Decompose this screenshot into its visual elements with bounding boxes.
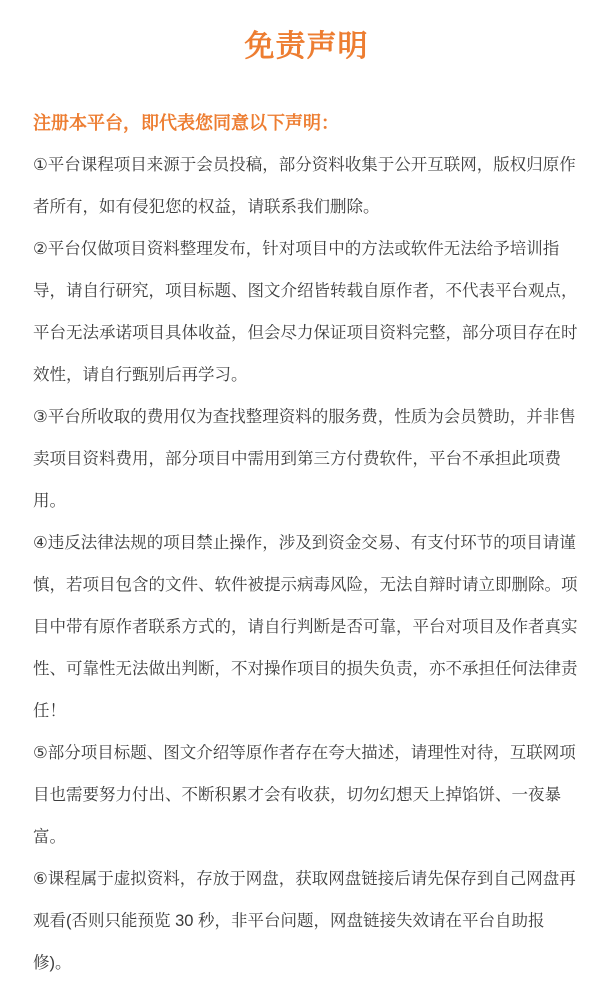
disclaimer-clause-4: ④违反法律法规的项目禁止操作，涉及到资金交易、有支付环节的项目请谨慎，若项目包含的文件、软件被提示病毒风险，无法自辩时请立即删除。项目中带有原作者联系方式的，请自行判断是否可靠，平台对项目及作者真实性、可靠性无法做出判断，不对操作项目的损失负责，亦不承担任何法律责任！ — [33, 534, 578, 720]
page-title: 免责声明 — [244, 30, 369, 63]
disclaimer-clause-6: ⑥课程属于虚拟资料，存放于网盘，获取网盘链接后请先保存到自己网盘再观看(否则只能预览 30 秒，非平台问题，网盘链接失效请在平台自助报修)。 — [33, 870, 576, 972]
disclaimer-clause-1: ①平台课程项目来源于会员投稿，部分资料收集于公开互联网，版权归原作者所有，如有侵犯您的权益，请联系我们删除。 — [33, 156, 576, 216]
intro-statement: 注册本平台，即代表您同意以下声明： — [33, 113, 339, 133]
disclaimer-clause-2: ②平台仅做项目资料整理发布，针对项目中的方法或软件无法给予培训指导，请自行研究，项目标题、图文介绍皆转载自原作者，不代表平台观点，平台无法承诺项目具体收益，但会尽力保证项目资料完整，部分项目存在时效性，请自行甄别后再学习。 — [33, 240, 578, 384]
disclaimer-clause-5: ⑤部分项目标题、图文介绍等原作者存在夸大描述，请理性对待，互联网项目也需要努力付出、不断积累才会有收获，切勿幻想天上掉馅饼、一夜暴富。 — [33, 744, 576, 846]
disclaimer-clause-3: ③平台所收取的费用仅为查找整理资料的服务费，性质为会员赞助，并非售卖项目资料费用，部分项目中需用到第三方付费软件，平台不承担此项费用。 — [33, 408, 576, 510]
disclaimer-clauses — [33, 144, 580, 984]
